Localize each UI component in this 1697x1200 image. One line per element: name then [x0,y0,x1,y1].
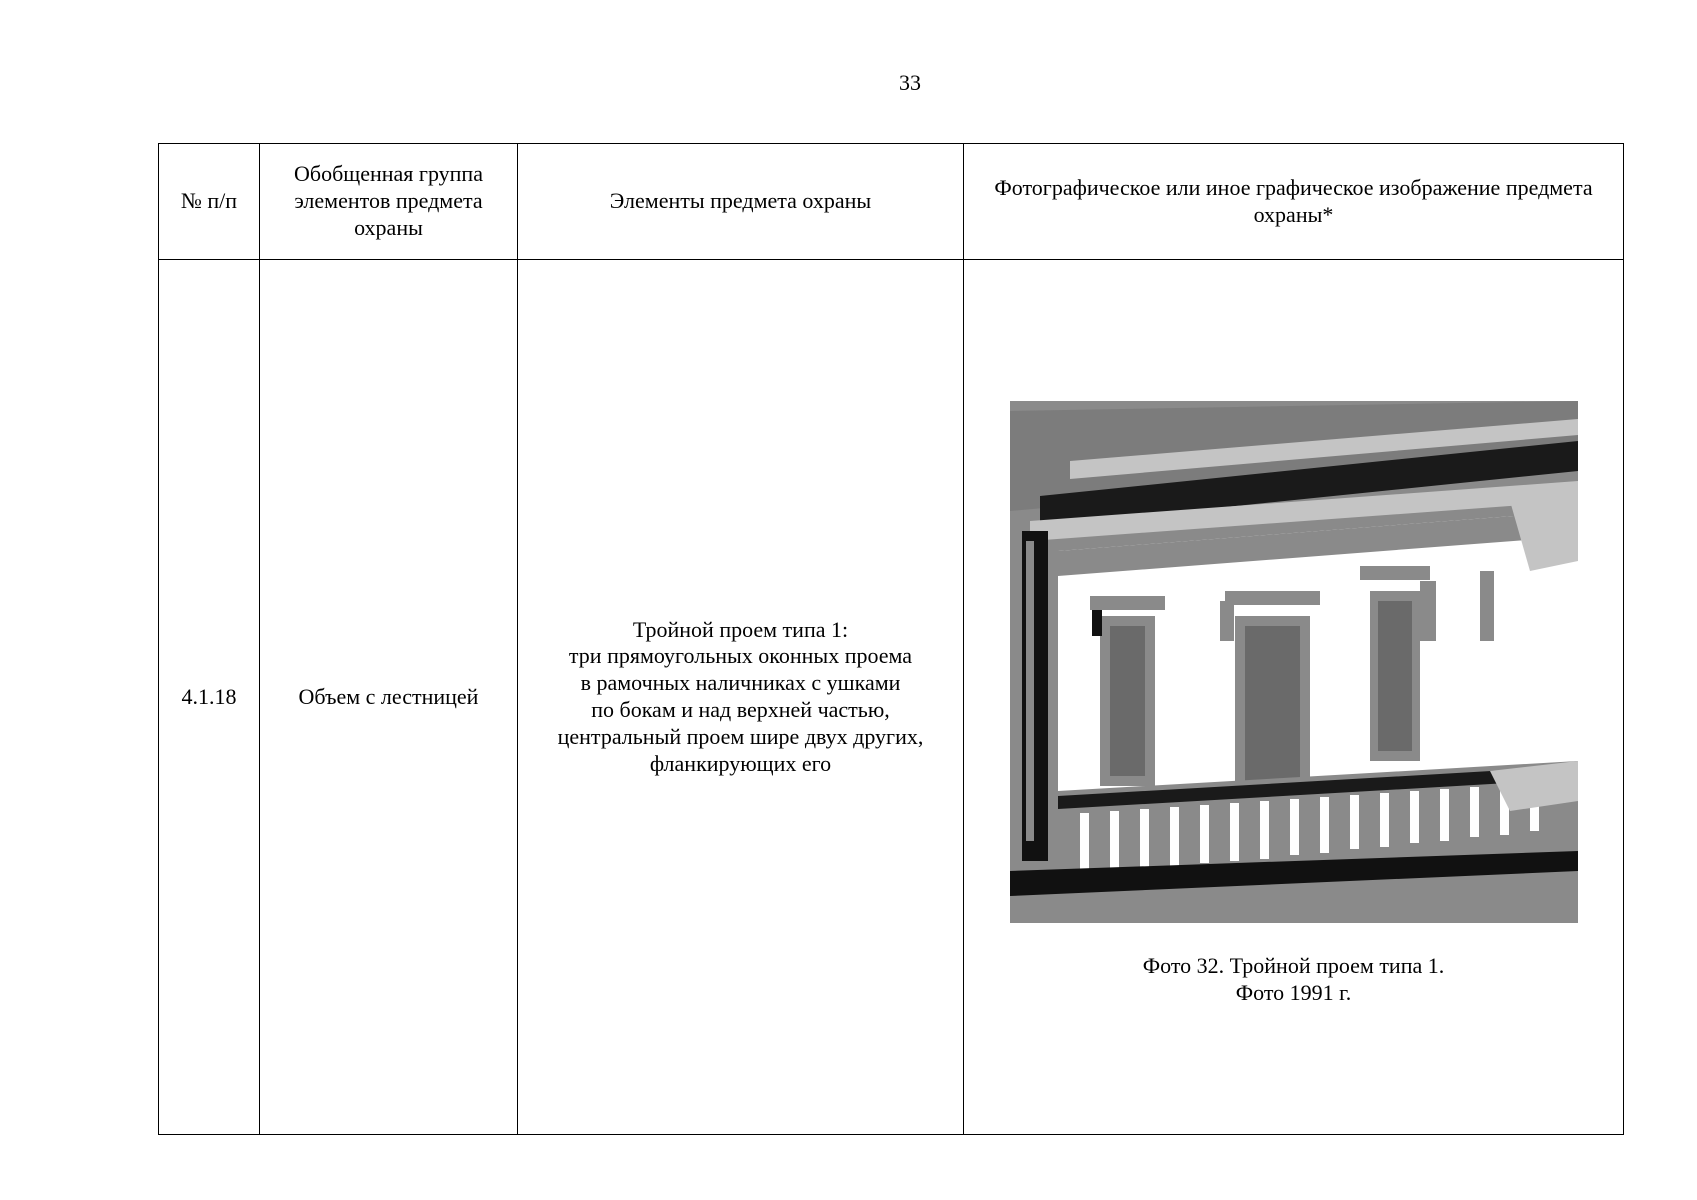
elements-line: центральный проем шире двух других, [557,723,924,749]
facade-photo [1010,401,1578,923]
caption-line: Фото 1991 г. [1235,980,1352,1005]
elements-line: фланкирующих его [649,750,832,776]
caption-line: Фото 32. Тройной проем типа 1. [1142,953,1445,979]
photo-block [964,387,1623,1007]
elements-line: в рамочных наличниках с ушками [580,670,901,696]
header-group: Обобщенная группа элементов предмета охраны [260,144,518,260]
page-number: 33 [899,70,921,95]
header-elements: Элементы предмета охраны [518,144,964,260]
protection-table [158,143,1624,1135]
row-group: Объем с лестницей [260,260,518,1135]
header-image: Фотографическое или иное графическое изображение предмета охраны* [964,144,1624,260]
row-elements [518,260,964,1135]
table-row [159,260,1624,1135]
row-number: 4.1.18 [159,260,260,1135]
elements-line: Тройной проем типа 1: [632,616,849,642]
elements-line: три прямоугольных оконных проема [568,643,913,669]
elements-line: по бокам и над верхней частью, [591,697,890,722]
photo-caption [1143,953,1445,1007]
table-header-row [159,144,1624,260]
row-image [964,260,1624,1135]
header-number: № п/п [159,144,260,260]
